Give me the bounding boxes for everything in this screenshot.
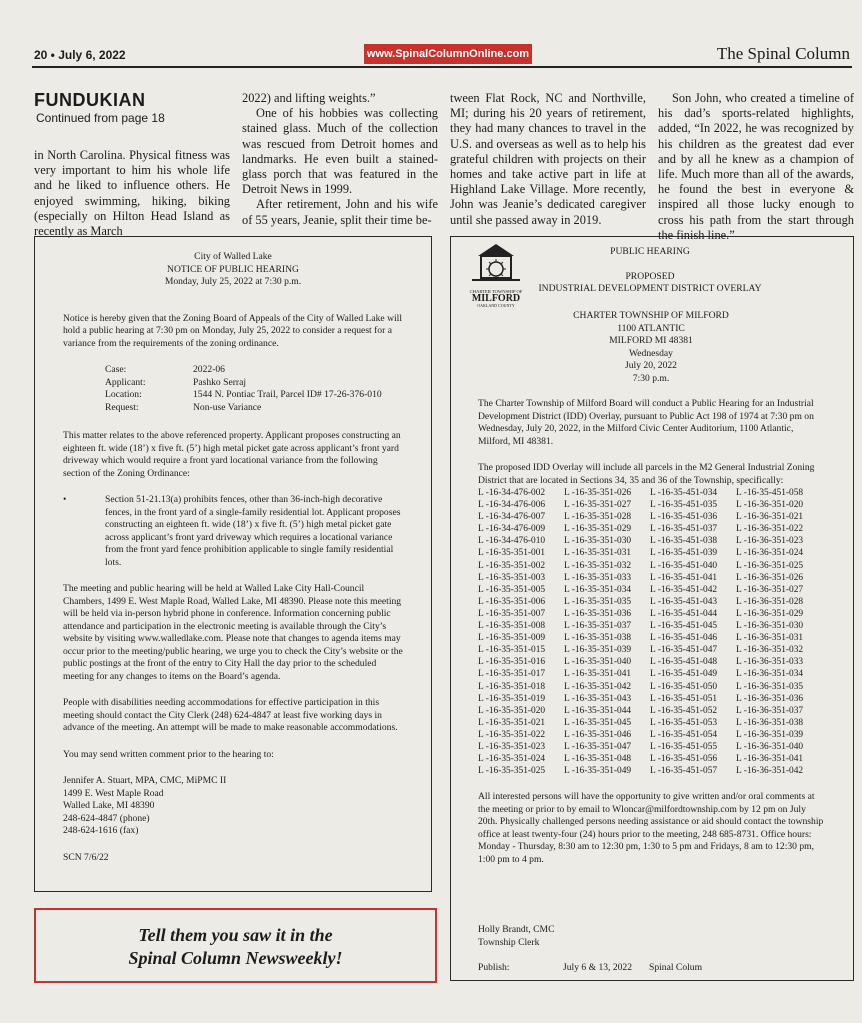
parcel-id: L -16-36-351-035 (736, 681, 804, 692)
parcel-id: L -16-35-351-021 (478, 717, 546, 728)
contact-name: Jennifer A. Stuart, MPA, CMC, MiPMC II (63, 775, 227, 786)
notice-intro: Notice is hereby given that the Zoning Board of Appeals of the City of Walled Lake will hold a public hearing at 7:30 pm on Monday, July 25, 2022 to consider a request for a variance from the requirements of the zoning ordinance. (63, 312, 403, 349)
parcel-id: L -16-35-451-050 (650, 681, 718, 692)
location-label: Location: (105, 389, 142, 400)
clerk-block (478, 924, 778, 949)
clerk-title: Township Clerk (478, 936, 540, 948)
article-column-3 (450, 91, 646, 228)
clerk-name: Holly Brandt, CMC (478, 924, 555, 935)
parcel-id: L -16-36-351-030 (736, 621, 804, 632)
parcel-id: L -16-35-351-042 (564, 681, 632, 692)
parcel-id: L -16-35-451-055 (650, 741, 718, 752)
township-name: CHARTER TOWNSHIP OF MILFORD (573, 310, 729, 321)
article-text: tween Flat Rock, NC and Northville, MI; during his 20 years of retirement, they had many chances to travel in the U.S. and overseas as well as to help his grateful children with projects on their homes and take active part in life at Highland Lake Village. More recently, John was Jeanie’s dedicated caregiver until she passed away in 2019. (450, 91, 646, 227)
parcel-id: L -16-35-351-029 (564, 524, 632, 535)
notice-comment: You may send written comment prior to the hearing to: (63, 748, 274, 760)
parcel-id: L -16-34-476-006 (478, 500, 546, 511)
parcel-id: L -16-35-451-056 (650, 754, 718, 765)
parcel-id: L -16-36-351-033 (736, 657, 804, 668)
parcel-id: L -16-35-451-044 (650, 608, 718, 619)
parcel-id: L -16-34-476-007 (478, 512, 546, 523)
article-continued: Continued from page 18 (36, 111, 165, 125)
parcel-id: L -16-35-451-045 (650, 621, 718, 632)
parcel-id: L -16-35-351-045 (564, 717, 632, 728)
parcel-id: L -16-36-351-037 (736, 705, 804, 716)
proposed-label: PROPOSED (625, 270, 675, 282)
parcel-id: L -16-35-351-048 (564, 754, 632, 765)
milford-intro: The Charter Township of Milford Board will conduct a Public Hearing for an Industrial Development District (IDD) Overlay, pursuant to Public Act 198 of 1974 at 7:30 pm on Wednesday, July 20, 2022, in the Milford Civic Center Auditorium, 1100 Atlantic, Milford, MI 48381. (478, 398, 814, 447)
milford-body (478, 398, 826, 866)
parcel-id: L -16-36-351-038 (736, 717, 804, 728)
bullet-text: Section 51-21.13(a) prohibits fences, other than 36-inch-high decorative fences, in the front yard of a single-family residential lot. Applicant proposes constructing an eighteen ft. wide (18’) x five ft. (5’) high metal picket gate across applicant’s front yard driveway which requires a locational variance from the front yard fence prohibition applicable to single family residential lots. (105, 494, 401, 568)
article-column-1 (34, 148, 230, 239)
publication-name: The Spinal Column (716, 44, 850, 63)
hearing-date: July 20, 2022 (625, 360, 677, 371)
publish-dates: July 6 & 13, 2022 (563, 962, 633, 973)
parcel-id: L -16-35-351-049 (564, 766, 632, 777)
parcel-id: L -16-35-351-040 (564, 657, 632, 668)
parcel-id: L -16-35-351-027 (564, 500, 632, 511)
parcel-id: L -16-35-351-015 (478, 645, 546, 656)
walled-lake-notice (34, 236, 432, 892)
article-title: FUNDUKIAN (34, 90, 146, 110)
parcel-id: L -16-35-351-039 (564, 645, 632, 656)
parcel-id: L -16-35-451-040 (650, 560, 718, 571)
article-text: in North Carolina. Physical fitness was very important to him his whole life and he liked to influence others. He enjoyed swimming, hiking, biking (especially on Hilton Head Island as recently as March (34, 148, 230, 239)
parcel-id: L -16-35-351-020 (478, 705, 546, 716)
parcel-id: L -16-35-451-034 (650, 488, 718, 498)
applicant-label: Applicant: (105, 376, 146, 388)
contact-city: Walled Lake, MI 48390 (63, 800, 155, 811)
parcel-id: L -16-35-451-038 (650, 536, 718, 547)
parcel-id: L -16-35-351-034 (564, 584, 632, 595)
parcel-id: L -16-36-351-034 (736, 669, 804, 680)
parcel-id: L -16-35-351-028 (564, 512, 632, 523)
parcel-id: L -16-35-451-057 (650, 766, 718, 777)
parcel-id: L -16-35-351-009 (478, 633, 546, 644)
parcel-id: L -16-35-351-018 (478, 681, 546, 692)
milford-comments: All interested persons will have the opportunity to give written and/or oral comments at the meeting or prior to by email to Wloncar@milfordtownship.com by 12 pm on July 20th. Physically challenged persons needing assistance or aid should contact the township office at least twenty-four (24) hours prior to the meeting, 248 685-8731. Office hours: Monday - Thursday, 8:30 am to 12:30 pm, 1:30 to 5 pm and Fridays, 8 am to 12:30 pm, 1:00 pm to 4 pm. (478, 791, 824, 865)
parcel-id: L -16-35-351-038 (564, 633, 632, 644)
parcel-id: L -16-35-451-052 (650, 705, 718, 716)
parcel-list (478, 487, 826, 777)
parcel-id: L -16-35-451-039 (650, 548, 718, 559)
parcel-id: L -16-35-351-024 (478, 754, 546, 765)
parcel-id: L -16-35-351-025 (478, 766, 546, 777)
contact-fax: 248-624-1616 (fax) (63, 825, 139, 836)
parcel-id: L -16-35-351-006 (478, 596, 546, 607)
parcel-id: L -16-35-451-037 (650, 524, 718, 535)
milford-location (478, 310, 824, 385)
parcel-id: L -16-35-451-036 (650, 512, 718, 523)
parcel-id: L -16-36-351-032 (736, 645, 804, 656)
parcel-id: L -16-36-351-027 (736, 584, 804, 595)
address-line-2: MILFORD MI 48381 (609, 335, 693, 346)
parcel-id: L -16-36-351-041 (736, 754, 804, 765)
parcel-id: L -16-36-351-029 (736, 608, 804, 619)
ordinance-bullet (63, 494, 403, 569)
parcel-id: L -16-35-351-019 (478, 693, 546, 704)
parcel-id: L -16-35-351-036 (564, 608, 632, 619)
parcel-id: L -16-35-451-054 (650, 729, 718, 740)
parcel-id: L -16-35-351-046 (564, 729, 632, 740)
case-value: 2022-06 (193, 364, 225, 375)
applicant-value: Pashko Serraj (193, 376, 247, 388)
location-value: 1544 N. Pontiac Trail, Parcel ID# 17-26-376-010 (193, 389, 382, 400)
publish-line (478, 962, 778, 975)
parcel-id: L -16-35-351-026 (564, 488, 632, 498)
parcel-id: L -16-35-351-005 (478, 584, 546, 595)
notice-title: NOTICE OF PUBLIC HEARING (167, 263, 299, 275)
parcel-id: L -16-35-451-041 (650, 572, 718, 583)
logo-bottom-text: OAKLAND COUNTY (477, 303, 515, 308)
parcel-id: L -16-35-351-043 (564, 693, 632, 704)
promo-box (34, 908, 437, 983)
promo-line-2: Spinal Column Newsweekly! (128, 948, 343, 968)
parcel-id: L -16-36-351-042 (736, 766, 804, 777)
contact-phone: 248-624-4847 (phone) (63, 812, 150, 824)
notice-matter: This matter relates to the above referenced property. Applicant proposes constructing an eighteen ft. wide (18’) x five ft. (5’) high metal picket gate across applicant’s front yard driveway which would require a front yard locational variance from the following section of the Zoning Ordinance: (63, 430, 401, 479)
case-details (105, 364, 403, 414)
parcel-id: L -16-34-476-002 (478, 488, 546, 498)
parcel-id: L -16-35-351-022 (478, 729, 546, 740)
parcel-id: L -16-36-351-022 (736, 524, 804, 535)
parcel-id: L -16-36-351-023 (736, 536, 804, 547)
article-column-2 (242, 91, 438, 228)
parcel-id: L -16-35-351-002 (478, 560, 546, 571)
parcel-id: L -16-35-351-016 (478, 657, 546, 668)
parcel-id: L -16-35-351-031 (564, 548, 632, 559)
notice-city: City of Walled Lake (194, 251, 272, 262)
parcel-id: L -16-35-351-007 (478, 608, 546, 619)
parcel-id: L -16-35-451-043 (650, 596, 718, 607)
notice-meeting: The meeting and public hearing will be held at Walled Lake City Hall-Council Chambers, 1499 E. West Maple Road, Walled Lake, MI 48390. Please note this meeting will be held via in-person hybrid phone in conference. Information concerning public attendance and participation in the electronic meeting is available through the City’s website by visiting www.walledlake.com. Please note that changes to agenda items may occur prior to the meeting/public hearing, we urge you to check the City’s website or the public postings at the front of the entry to City Hall the day prior to the scheduled meeting for any changes to items on the Board’s agenda. (63, 583, 403, 682)
parcel-id: L -16-34-476-010 (478, 536, 546, 547)
hearing-title: PUBLIC HEARING (610, 246, 690, 257)
parcel-id: L -16-35-351-023 (478, 741, 546, 752)
parcel-id: L -16-36-351-040 (736, 741, 804, 752)
notice-disabilities: People with disabilities needing accommodations for effective participation in this meeting should contact the City Clerk (248) 624-4847 at least five working days in advance of the meeting. An attempt will be made to make reasonable accommodations. (63, 697, 398, 733)
hearing-weekday: Wednesday (629, 347, 673, 359)
parcel-id: L -16-34-476-009 (478, 524, 546, 535)
parcel-id: L -16-35-351-032 (564, 560, 632, 571)
article-text: One of his hobbies was collecting stained glass. Much of the collection was rescued from Detroit homes and landmarks. He even built a stained-glass porch that was featured in the Detroit News in 1999. (242, 106, 438, 197)
parcel-id: L -16-36-351-025 (736, 560, 804, 571)
parcel-id: L -16-35-351-044 (564, 705, 632, 716)
parcel-id: L -16-35-451-058 (736, 488, 804, 498)
hearing-time: 7:30 p.m. (632, 372, 670, 384)
parcel-id: L -16-35-351-030 (564, 536, 632, 547)
case-label: Case: (105, 364, 127, 375)
parcel-id: L -16-36-351-031 (736, 633, 804, 644)
parcel-id: L -16-35-451-046 (650, 633, 718, 644)
parcel-id: L -16-36-351-039 (736, 729, 804, 740)
contact-address: 1499 E. West Maple Road (63, 787, 164, 799)
parcel-id: L -16-35-451-035 (650, 500, 718, 511)
parcel-id: L -16-35-451-042 (650, 584, 718, 595)
parcel-id: L -16-35-351-003 (478, 572, 546, 583)
parcel-id: L -16-35-451-049 (650, 669, 718, 680)
page-date: 20 • July 6, 2022 (34, 48, 126, 62)
parcel-id: L -16-36-351-026 (736, 572, 804, 583)
parcel-id: L -16-35-351-017 (478, 669, 546, 680)
article-column-4 (658, 91, 854, 243)
parcel-id: L -16-35-351-035 (564, 596, 632, 607)
parcel-id: L -16-36-351-028 (736, 596, 804, 607)
article-text: Son John, who created a timeline of his dad’s sports-related highlights, added, “In 2022, he was recognized by his children as the greatest dad ever and by all he knew as a champion of life. Much more than all of the awards, he found the best in everyone & inspired all those lucky enough to cross his path from the start through the finish line.” (658, 91, 854, 242)
notice-date: Monday, July 25, 2022 at 7:30 p.m. (164, 276, 302, 287)
parcel-id: L -16-35-351-047 (564, 741, 632, 752)
parcel-id: L -16-35-351-037 (564, 621, 632, 632)
parcel-id: L -16-36-351-024 (736, 548, 804, 559)
article-text: 2022) and lifting weights.” (242, 91, 376, 105)
parcel-id: L -16-35-351-008 (478, 621, 546, 632)
article-text: After retirement, John and his wife of 55 years, Jeanie, split their time be- (242, 197, 438, 227)
milford-logo (468, 242, 524, 308)
milford-overlay: The proposed IDD Overlay will include all parcels in the M2 General Industrial Zoning District that are located in Sections 34, 35 and 36 of the Township, specifically: (478, 462, 815, 486)
parcel-id: L -16-36-351-020 (736, 500, 804, 511)
parcel-id: L -16-36-351-036 (736, 693, 804, 704)
parcel-id: L -16-35-351-033 (564, 572, 632, 583)
address-line-1: 1100 ATLANTIC (617, 322, 685, 334)
logo-main-text: MILFORD (471, 293, 521, 304)
promo-line-1: Tell them you saw it in the (138, 925, 333, 945)
parcel-id: L -16-35-351-041 (564, 669, 632, 680)
parcel-id: L -16-35-451-048 (650, 657, 718, 668)
township-seal-icon (468, 242, 524, 288)
bullet-icon: • (63, 494, 67, 505)
logo-top-text: CHARTER TOWNSHIP OF (469, 289, 523, 294)
parcel-id: L -16-35-451-051 (650, 693, 718, 704)
district-title: INDUSTRIAL DEVELOPMENT DISTRICT OVERLAY (538, 283, 762, 294)
website-link[interactable]: www.SpinalColumnOnline.com (364, 44, 532, 64)
parcel-id: L -16-35-451-047 (650, 645, 718, 656)
parcel-id: L -16-36-351-021 (736, 512, 804, 523)
scn-code: SCN 7/6/22 (63, 851, 109, 863)
parcel-id: L -16-35-451-053 (650, 717, 718, 728)
publish-label: Publish: (478, 962, 510, 973)
milford-header (530, 246, 770, 296)
publish-paper: Spinal Colum (649, 962, 703, 973)
request-label: Request: (105, 401, 139, 413)
contact-block (63, 775, 403, 838)
parcel-id: L -16-35-351-001 (478, 548, 546, 559)
request-value: Non-use Variance (193, 401, 262, 413)
